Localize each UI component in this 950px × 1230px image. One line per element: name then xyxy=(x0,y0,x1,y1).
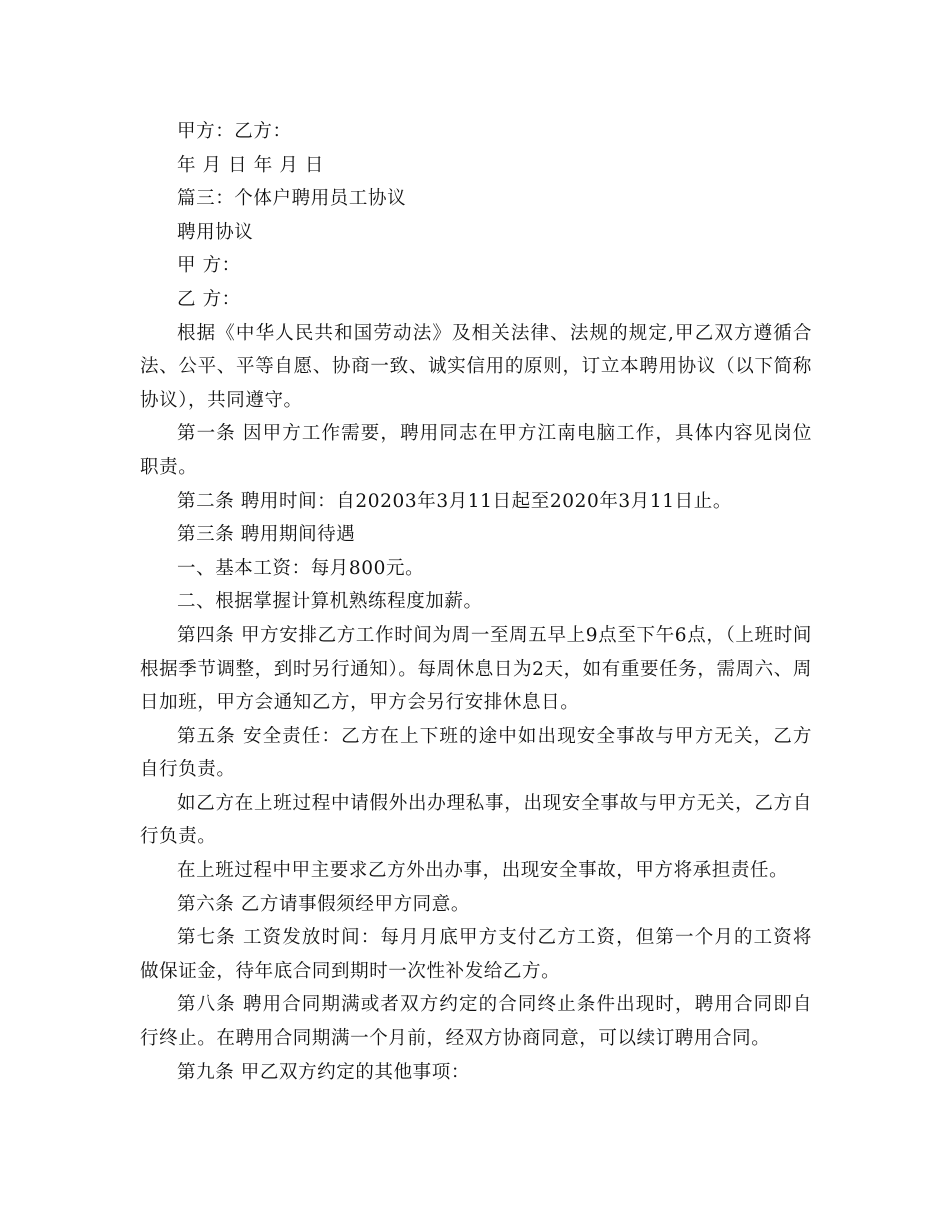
article-5-clause-2: 如乙方在上班过程中请假外出办理私事，出现安全事故与甲方无关，乙方自行负责。 xyxy=(140,792,812,848)
article-2: 第二条 聘用时间：自20203年3月11日起至2020年3月11日止。 xyxy=(177,490,732,512)
article-7: 第七条 工资发放时间：每月月底甲方支付乙方工资，但第一个月的工资将做保证金，待年底合同到期时一次性补发给乙方。 xyxy=(140,927,812,982)
article-8: 第八条 聘用合同期满或者双方约定的合同终止条件出现时，聘用合同即自行终止。在聘用合同期满一个月前，经双方协商同意，可以续订聘用合同。 xyxy=(140,994,812,1050)
article-5: 第五条 安全责任：乙方在上下班的途中如出现安全事故与甲方无关，乙方自行负责。 xyxy=(140,725,812,781)
article-9: 第九条 甲乙双方约定的其他事项： xyxy=(177,1061,470,1083)
article-3-item-2: 二、根据掌握计算机熟练程度加薪。 xyxy=(177,591,483,613)
article-6: 第六条 乙方请事假须经甲方同意。 xyxy=(177,893,470,915)
article-3: 第三条 聘用期间待遇 xyxy=(177,524,356,546)
preamble-paragraph: 根据《中华人民共和国劳动法》及相关法律、法规的规定,甲乙双方遵循合法、公平、平等自愿、协商一致、诚实信用的原则，订立本聘用协议（以下简称协议），共同遵守。 xyxy=(140,322,812,411)
date-line: 年 月 日 年 月 日 xyxy=(177,154,325,176)
agreement-title: 聘用协议 xyxy=(177,221,254,243)
party-a-line: 甲 方： xyxy=(177,255,241,277)
signature-line: 甲方：乙方： xyxy=(177,121,292,142)
document-body xyxy=(140,115,812,1089)
article-4: 第四条 甲方安排乙方工作时间为周一至周五早上9点至下午6点，（上班时间根据季节调整，到时另行通知）。每周休息日为2天，如有重要任务，需周六、周日加班，甲方会通知乙方，甲方会另行安排休息日。 xyxy=(140,624,812,714)
article-5-clause-3: 在上班过程中甲主要求乙方外出办事，出现安全事故，甲方将承担责任。 xyxy=(177,860,789,882)
party-b-line: 乙 方： xyxy=(177,288,241,310)
article-3-item-1: 一、基本工资：每月800元。 xyxy=(177,557,425,579)
section-heading: 篇三：个体户聘用员工协议 xyxy=(177,188,407,210)
article-1: 第一条 因甲方工作需要，聘用同志在甲方江南电脑工作，具体内容见岗位职责。 xyxy=(140,423,812,478)
